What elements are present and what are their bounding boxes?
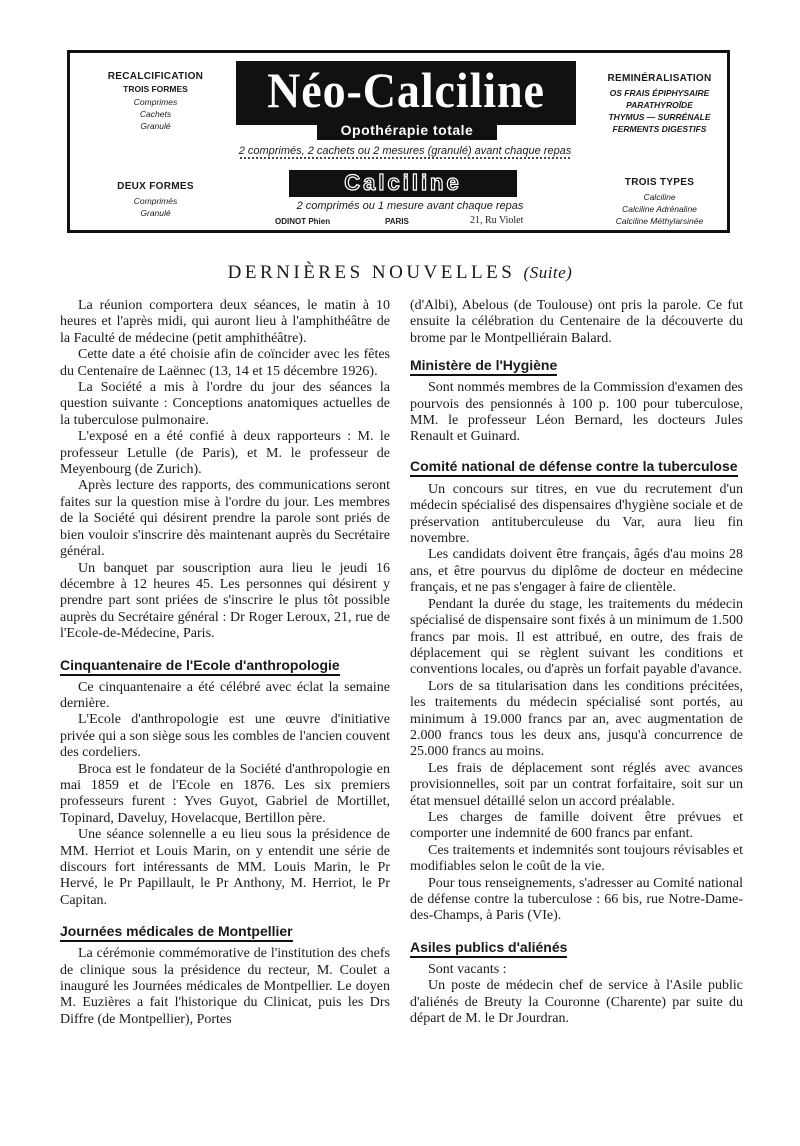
ad-item: THYMUS — SURRÉNALE bbox=[608, 112, 711, 122]
ad-left-top-block bbox=[78, 71, 233, 132]
brand-main-banner bbox=[236, 61, 576, 125]
ad-heading: REMINÉRALISATION bbox=[607, 73, 712, 84]
ad-item: FERMENTS DIGESTIFS bbox=[612, 124, 707, 134]
paragraph: L'Ecole d'anthropologie est une œuvre d'initiative privée qui a son siège sous les combles de l'ancien couvent des cordeliers. bbox=[60, 712, 390, 761]
section-heading bbox=[60, 923, 390, 940]
paragraph: Sont vacants : bbox=[428, 961, 507, 977]
ad-item: Cachets bbox=[139, 109, 172, 119]
paragraph: Les candidats doivent être français, âgés d'au moins 28 ans, et être pourvus du diplôme de docteur en médecine français, et ne pas s'engager à faire de clientèle. bbox=[410, 547, 743, 596]
page-title-text: DERNIÈRES NOUVELLES bbox=[227, 262, 516, 283]
section-heading-text: Cinquantenaire de l'Ecole d'anthropologie bbox=[60, 657, 340, 676]
section-heading bbox=[410, 357, 743, 374]
ad-item: Calciline bbox=[643, 192, 676, 202]
paragraph: Après lecture des rapports, des communications seront faites sur la question mise à l'ordre du jour. Les membres de la Société qui désirent prendre la parole sont priés de bien vouloir s'inscrire dès maintenant auprès du Secrétaire général. bbox=[60, 478, 390, 560]
ad-right-bottom-block bbox=[592, 177, 727, 227]
dotted-divider bbox=[240, 157, 570, 159]
ad-heading: RECALCIFICATION bbox=[107, 71, 204, 82]
brand-second-banner bbox=[289, 170, 517, 197]
brand-second-title: Calciline bbox=[344, 170, 462, 195]
paragraph: Cette date a été choisie afin de coïncider avec les fêtes du Centenaire de Laënnec (13, 14 et 15 décembre 1926). bbox=[60, 347, 390, 379]
maker-city: PARIS bbox=[385, 217, 409, 226]
paragraph: L'exposé en a été confié à deux rapporteurs : M. le professeur Letulle (de Paris), et M. le professeur de Meyenbourg (de Zurich). bbox=[60, 429, 390, 478]
ad-item: Comprimes bbox=[133, 97, 178, 107]
section-heading bbox=[410, 939, 743, 956]
brand-main-title: Néo-Calciline bbox=[267, 62, 545, 118]
paragraph: Les charges de famille doivent être prévues et comporter une indemnité de 600 francs par enfant. bbox=[410, 809, 743, 842]
paragraph: Lors de sa titularisation dans les conditions précitées, les traitements du médecin spécialisé sont portés, au minimum à 19.000 francs par an, avec augmentation de 2.000 francs tous les deux ans, jusqu'à concurrence de 25.000 francs au moins. bbox=[410, 678, 743, 760]
ad-left-bottom-block bbox=[78, 181, 233, 219]
paragraph: Un concours sur titres, en vue du recrutement d'un médecin spécialisé des dispensaires d'hygiène sociale et de préservation antituberculeuse du Var, aura lieu fin novembre. bbox=[410, 481, 743, 547]
left-column bbox=[60, 298, 390, 1028]
maker-name: ODINOT Phien bbox=[275, 217, 331, 226]
page-title bbox=[0, 262, 800, 284]
right-column bbox=[410, 298, 743, 1027]
section-heading bbox=[410, 456, 743, 476]
tagline-banner: Opothérapie totale bbox=[317, 120, 497, 140]
section-heading bbox=[60, 657, 390, 674]
maker-address: 21, Ru Violet bbox=[470, 215, 524, 226]
paragraph: La Société a mis à l'ordre du jour des séances la question suivante : Conceptions anatomiques actuelles de la tuberculose pulmonaire. bbox=[60, 380, 390, 428]
ad-item: Comprimés bbox=[133, 196, 178, 206]
paragraph: La cérémonie commémorative de l'institution des chefs de clinique sous la présidence du recteur, M. Coulet a inauguré les Journées médicales de Montpellier. Le doyen M. Euzières a fait l'historique du Clinicat, puis les Drs Diffre (de Montpellier), Portes bbox=[60, 946, 390, 1027]
paragraph: Une séance solennelle a eu lieu sous la présidence de MM. Herriot et Louis Marin, on y entendit une série de discours fort intéressants de MM. Louis Marin, le Pr Hervé, le Pr Papillault, le Pr Anthony, M. Herriot, le Pr Capitan. bbox=[60, 827, 390, 908]
section-heading-text: Ministère de l'Hygiène bbox=[410, 357, 557, 376]
ad-item: Granulé bbox=[140, 208, 171, 218]
paragraph: Un poste de médecin chef de service à l'Asile public d'aliénés de Breuty la Couronne (Charente) par suite du départ de M. le Dr Jourdran. bbox=[410, 978, 743, 1027]
ad-heading: DEUX FORMES bbox=[117, 181, 194, 192]
ad-item: OS FRAIS ÉPIPHYSAIRE bbox=[609, 88, 710, 98]
page-title-suffix: (Suite) bbox=[523, 263, 573, 282]
advertisement bbox=[67, 50, 730, 233]
paragraph: Les frais de déplacement sont réglés avec avances provisionnelles, soit par un contrat forfaitaire, soit sur un état mensuel détaillé selon un accord préalable. bbox=[410, 760, 743, 809]
ad-item: Granulé bbox=[140, 121, 171, 131]
ad-subheading: TROIS FORMES bbox=[123, 84, 188, 94]
section-heading-text: Journées médicales de Montpellier bbox=[60, 923, 293, 942]
ad-right-top-block bbox=[592, 73, 727, 135]
ad-item: Calciline Adrénaline bbox=[622, 204, 697, 214]
dosage-main: 2 comprimés, 2 cachets ou 2 mesures (granulé) avant chaque repas bbox=[238, 145, 572, 157]
paragraph: Pendant la durée du stage, les traitements du médecin spécialisé de dispensaire sont fixés à un minimum de 1.500 francs par mois. Il est attribué, en outre, des frais de déplacement qui se règlent suivant les conditions et conventions locales, ou d'après un forfait payable d'avance. bbox=[410, 596, 743, 678]
paragraph: Broca est le fondateur de la Société d'anthropologie en mai 1859 et de l'Ecole en 1876. Les six premiers professeurs furent : Yves Guyot, Gabriel de Mortillet, Topinard, Daveluy, Hovelacque, Bertillon père. bbox=[60, 761, 390, 826]
paragraph: Un banquet par souscription aura lieu le jeudi 16 décembre à 12 heures 45. Les personnes qui désirent y prendre part sont priées de s'inscrire le plus tôt possible auprès du Secrétaire général : Dr Roger Leroux, 21, rue de l'Ecole-de-Médecine, Paris. bbox=[60, 560, 390, 642]
ad-item: Calciline Méthylarsinée bbox=[615, 216, 704, 226]
paragraph: Ces traitements et indemnités sont toujours révisables et modifiables selon le coût de la vie. bbox=[410, 842, 743, 875]
section-heading-text: Comité national de défense contre la tuberculose bbox=[410, 458, 738, 477]
paragraph: Ce cinquantenaire a été célébré avec éclat la semaine dernière. bbox=[60, 679, 390, 711]
paragraph: Pour tous renseignements, s'adresser au Comité national de défense contre la tuberculose : 66 bis, rue Notre-Dame-des-Champs, à Paris (VIe). bbox=[410, 875, 743, 924]
ad-heading: TROIS TYPES bbox=[624, 177, 695, 188]
ad-item: PARATHYROÏDE bbox=[626, 100, 693, 110]
section-heading-text: Asiles publics d'aliénés bbox=[410, 939, 567, 958]
paragraph: (d'Albi), Abelous (de Toulouse) ont pris la parole. Ce fut ensuite la célébration du Centenaire de la découverte du brome par le Montpelliérain Balard. bbox=[410, 298, 743, 346]
dosage-second: 2 comprimés ou 1 mesure avant chaque repas bbox=[296, 200, 524, 212]
paragraph: Sont nommés membres de la Commission d'examen des pourvois des pensionnés à 100 p. 100 pour tuberculose, MM. le professeur Léon Bernard, les docteurs Jules Renault et Guinard. bbox=[410, 380, 743, 445]
paragraph: La réunion comportera deux séances, le matin à 10 heures et l'après midi, qui auront lieu à l'amphithéâtre de la Faculté de médecine (petit amphithéâtre). bbox=[60, 298, 390, 346]
